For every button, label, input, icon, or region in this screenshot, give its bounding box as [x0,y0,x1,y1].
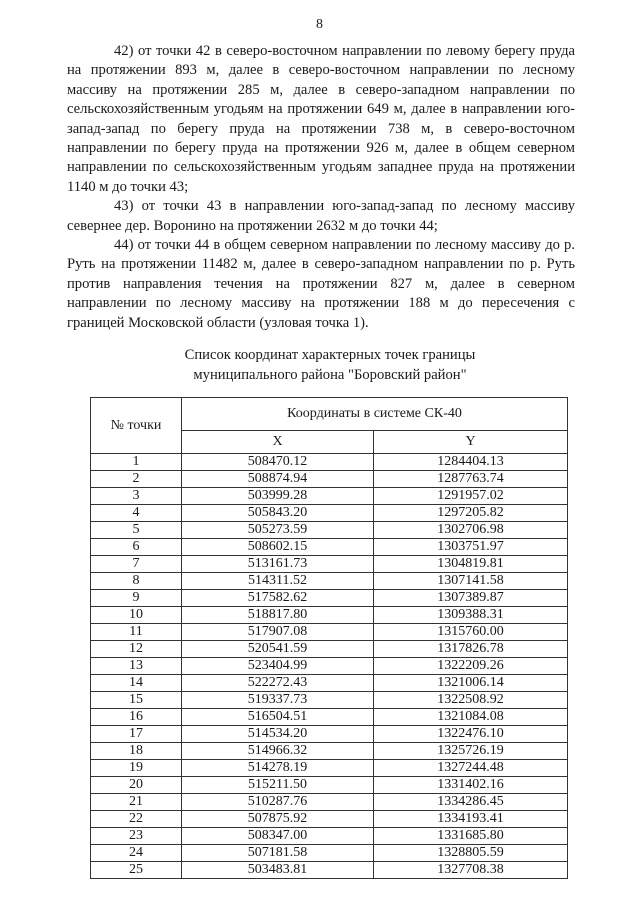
table-row [91,675,568,692]
x-cell: 517907.08 [182,624,374,641]
y-cell: 1328805.59 [374,845,568,862]
point-number-cell: 4 [91,505,182,522]
header-y: Y [374,431,568,454]
x-cell: 503483.81 [182,862,374,879]
y-cell: 1315760.00 [374,624,568,641]
table-row [91,760,568,777]
point-number-cell: 2 [91,471,182,488]
y-cell: 1317826.78 [374,641,568,658]
point-number-cell: 24 [91,845,182,862]
x-cell: 522272.43 [182,675,374,692]
table-row [91,811,568,828]
header-coordinates: Координаты в системе СК-40 [182,398,568,431]
y-cell: 1331685.80 [374,828,568,845]
x-cell: 515211.50 [182,777,374,794]
x-cell: 514311.52 [182,573,374,590]
point-number-cell: 8 [91,573,182,590]
table-body [91,454,568,879]
point-number-cell: 14 [91,675,182,692]
x-cell: 508470.12 [182,454,374,471]
point-number-cell: 3 [91,488,182,505]
table-row [91,777,568,794]
y-cell: 1327708.38 [374,862,568,879]
table-title-line-2: муниципального района "Боровский район" [193,367,467,384]
y-cell: 1307141.58 [374,573,568,590]
point-number-cell: 12 [91,641,182,658]
table-row [91,454,568,471]
table-row [91,726,568,743]
x-cell: 514534.20 [182,726,374,743]
table-row [91,471,568,488]
point-number-cell: 11 [91,624,182,641]
point-number-cell: 1 [91,454,182,471]
table-row [91,539,568,556]
y-cell: 1291957.02 [374,488,568,505]
point-number-cell: 15 [91,692,182,709]
point-number-cell: 9 [91,590,182,607]
paragraph-43: 43) от точки 43 в направлении юго-запад-запад по лесному массиву севернее дер. Воронино на протяжении 2632 м до точки 44; [67,198,575,234]
point-number-cell: 23 [91,828,182,845]
y-cell: 1322508.92 [374,692,568,709]
x-cell: 505843.20 [182,505,374,522]
point-number-cell: 7 [91,556,182,573]
table-row [91,862,568,879]
y-cell: 1284404.13 [374,454,568,471]
point-number-cell: 6 [91,539,182,556]
y-cell: 1325726.19 [374,743,568,760]
x-cell: 507181.58 [182,845,374,862]
point-number-cell: 25 [91,862,182,879]
y-cell: 1321084.08 [374,709,568,726]
x-cell: 505273.59 [182,522,374,539]
x-cell: 517582.62 [182,590,374,607]
point-number-cell: 22 [91,811,182,828]
point-number-cell: 16 [91,709,182,726]
x-cell: 507875.92 [182,811,374,828]
y-cell: 1303751.97 [374,539,568,556]
table-row [91,556,568,573]
y-cell: 1302706.98 [374,522,568,539]
x-cell: 510287.76 [182,794,374,811]
x-cell: 513161.73 [182,556,374,573]
table-row [91,607,568,624]
x-cell: 503999.28 [182,488,374,505]
y-cell: 1334286.45 [374,794,568,811]
x-cell: 514966.32 [182,743,374,760]
y-cell: 1321006.14 [374,675,568,692]
point-number-cell: 20 [91,777,182,794]
table-row [91,488,568,505]
x-cell: 514278.19 [182,760,374,777]
y-cell: 1334193.41 [374,811,568,828]
y-cell: 1304819.81 [374,556,568,573]
point-number-cell: 13 [91,658,182,675]
table-row [91,573,568,590]
table-row [91,828,568,845]
x-cell: 508347.00 [182,828,374,845]
table-title-line-1: Список координат характерных точек границы [184,347,476,364]
x-cell: 508874.94 [182,471,374,488]
paragraph-44: 44) от точки 44 в общем северном направлении по лесному массиву до р. Руть на протяжении 11482 м, далее в северо-западном направлении по р. Руть против направления течения на протяжении 827 м, далее в северном направлении по лесному массиву на протяжении 188 м до пересечения с границей Московской области (узловая точка 1). [67,237,575,331]
y-cell: 1322476.10 [374,726,568,743]
x-cell: 519337.73 [182,692,374,709]
table-row [91,845,568,862]
header-x: X [182,431,374,454]
y-cell: 1297205.82 [374,505,568,522]
x-cell: 523404.99 [182,658,374,675]
table-row [91,641,568,658]
point-number-cell: 18 [91,743,182,760]
point-number-cell: 10 [91,607,182,624]
x-cell: 518817.80 [182,607,374,624]
point-number-cell: 17 [91,726,182,743]
table-row [91,709,568,726]
point-number-cell: 21 [91,794,182,811]
table-row [91,522,568,539]
table-row [91,692,568,709]
table-row [91,590,568,607]
point-number-cell: 5 [91,522,182,539]
table-row [91,658,568,675]
page-number: 8 [316,17,323,32]
table-row [91,505,568,522]
x-cell: 520541.59 [182,641,374,658]
x-cell: 508602.15 [182,539,374,556]
table-title [0,345,639,385]
header-point-number: № точки [91,398,182,454]
table-row [91,743,568,760]
y-cell: 1309388.31 [374,607,568,624]
y-cell: 1287763.74 [374,471,568,488]
point-number-cell: 19 [91,760,182,777]
y-cell: 1307389.87 [374,590,568,607]
x-cell: 516504.51 [182,709,374,726]
y-cell: 1327244.48 [374,760,568,777]
body-text [67,42,575,333]
paragraph-42: 42) от точки 42 в северо-восточном направлении по левому берегу пруда на протяжении 893 м, далее в северо-восточном направлении по лесному массиву на протяжении 285 м, далее в северо-западном направлении по сельскохозяйственным угодьям на протяжении 649 м, далее в направлении юго-запад-запад по берегу пруда на протяжении 738 м, в северо-восточном направлении по берегу пруда на протяжении 926 м, далее в общем северном направлении по сельскохозяйственным угодьям западнее пруда на протяжении 1140 м до точки 43; [67,43,575,195]
table-row [91,794,568,811]
coordinates-table [90,397,568,879]
table-row [91,624,568,641]
y-cell: 1322209.26 [374,658,568,675]
y-cell: 1331402.16 [374,777,568,794]
